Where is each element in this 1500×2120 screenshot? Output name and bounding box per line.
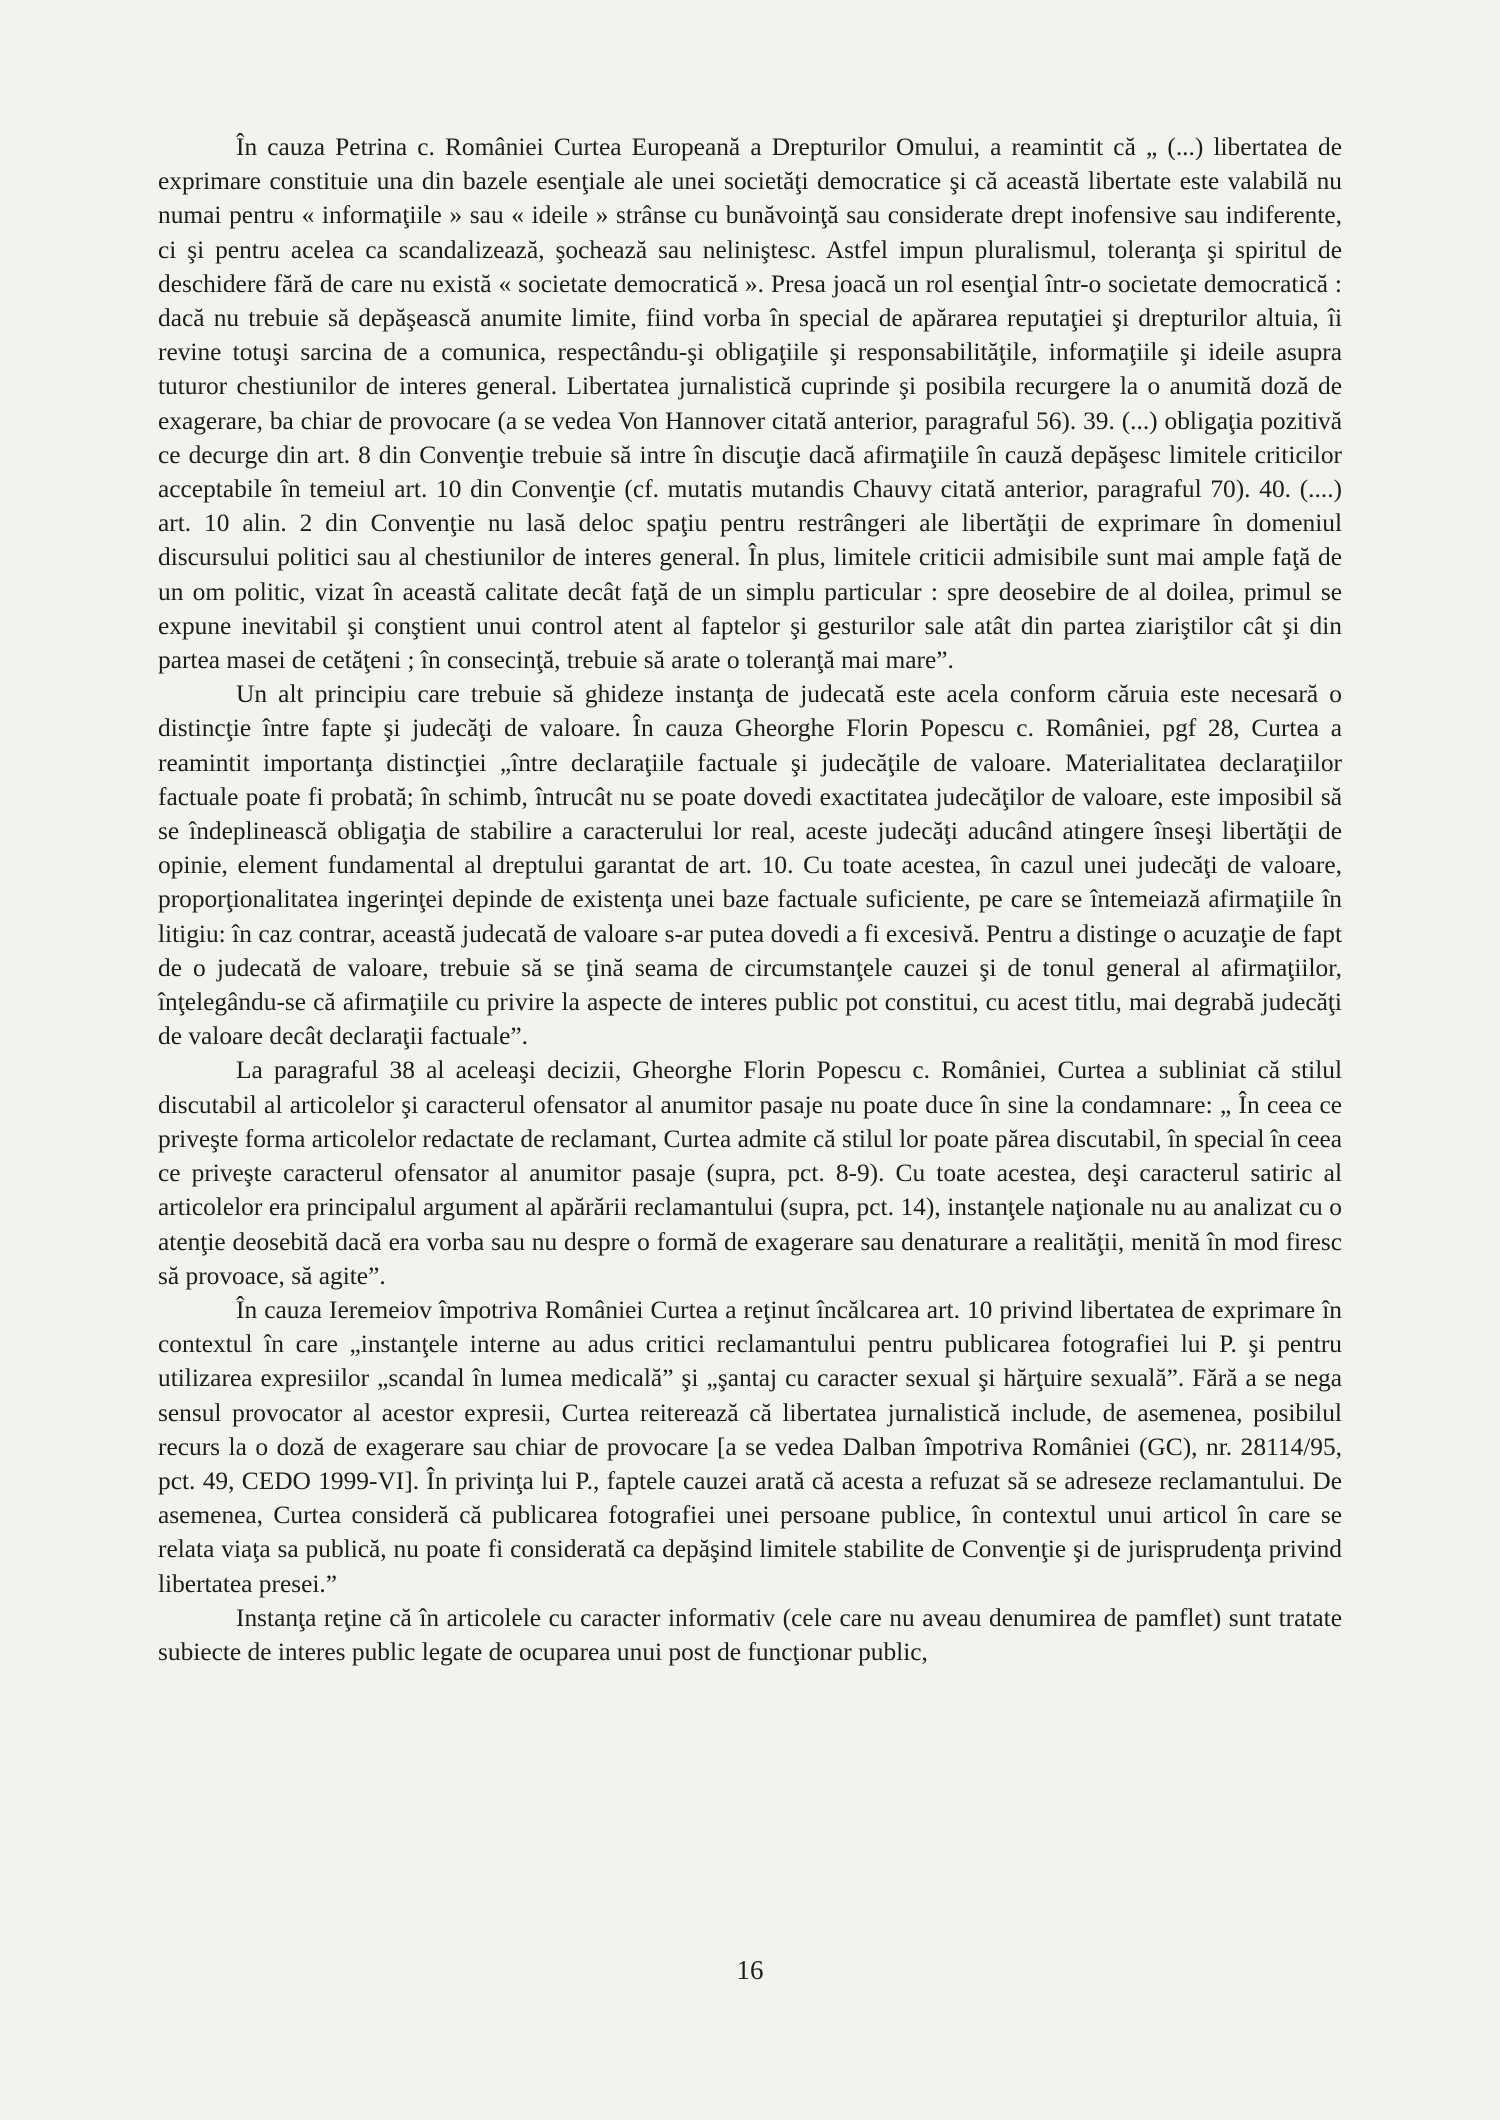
- paragraph-court-finding: Instanţa reţine că în articolele cu caracter informativ (cele care nu aveau denumirea de pamflet) sunt tratate subiecte de interes public legate de ocuparea unui post de funcţionar public,: [158, 1603, 1342, 1666]
- page-number: 16: [736, 1955, 764, 1985]
- paragraph-popescu-paragraph-38: La paragraful 38 al aceleaşi decizii, Gheorghe Florin Popescu c. României, Curtea a subliniat că stilul discutabil al articolelor şi caracterul ofensator al anumitor pasaje nu poate duce în sine la condamnare: „ În ceea ce priveşte forma articolelor redactate de reclamant, Curtea admite că stilul lor poate părea discutabil, în special în ceea ce priveşte caracterul ofensator al anumitor pasaje (supra, pct. 8-9). Cu toate acestea, deşi caracterul satiric al articolelor era principalul argument al apărării reclamantului (supra, pct. 14), instanţele naţionale nu au analizat cu o atenţie deosebită dacă era vorba sau nu despre o formă de exagerare sau denaturare a realităţii, menită în mod firesc să provoace, să agite”.: [158, 1056, 1342, 1290]
- paragraph-ieremeiov-case: În cauza Ieremeiov împotriva României Curtea a reţinut încălcarea art. 10 privind libertatea de exprimare în contextul în care „instanţele interne au adus critici reclamantului pentru publicarea fotografiei lui P. şi pentru utilizarea expresiilor „scandal în lumea medicală” şi „şantaj cu caracter sexual şi hărţuire sexuală”. Fără a se nega sensul provocator al acestor expresii, Curtea reiterează că libertatea jurnalistică include, de asemenea, posibilul recurs la o doză de exagerare sau chiar de provocare [a se vedea Dalban împotriva României (GC), nr. 28114/95, pct. 49, CEDO 1999-VI]. În privinţa lui P., faptele cauzei arată că acesta a refuzat să se adreseze reclamantului. De asemenea, Curtea consideră că publicarea fotografiei unei persoane publice, în contextul unui articol în care se relata viaţa sa publică, nu poate fi considerată ca depăşind limitele stabilite de Convenţie şi de jurisprudenţa privind libertatea presei.”: [158, 1295, 1342, 1598]
- paragraph-facts-vs-value-judgments: Un alt principiu care trebuie să ghideze instanţa de judecată este acela conform căruia este necesară o distincţie între fapte şi judecăţi de valoare. În cauza Gheorghe Florin Popescu c. României, pgf 28, Curtea a reamintit importanţa distincţiei „între declaraţiile factuale şi judecăţile de valoare. Materialitatea declaraţiilor factuale poate fi probată; în schimb, întrucât nu se poate dovedi exactitatea judecăţilor de valoare, este imposibil să se îndeplinească obligaţia de stabilire a caracterului lor real, aceste judecăţi aducând atingere înseşi libertăţii de opinie, element fundamental al dreptului garantat de art. 10. Cu toate acestea, în cazul unei judecăţi de valoare, proporţionalitatea ingerinţei depinde de existenţa unei baze factuale suficiente, pe care se întemeiază afirmaţiile în litigiu: în caz contrar, această judecată de valoare s-ar putea dovedi a fi excesivă. Pentru a distinge o acuzaţie de fapt de o judecată de valoare, trebuie să se ţină seama de circumstanţele cauzei şi de tonul general al afirmaţiilor, înţelegându-se că afirmaţiile cu privire la aspecte de interes public pot constitui, cu acest titlu, mai degrabă judecăţi de valoare decât declaraţii factuale”.: [158, 680, 1342, 1051]
- paragraph-petrina-case: În cauza Petrina c. României Curtea Europeană a Drepturilor Omului, a reamintit că „ (...) libertatea de exprimare constituie una din bazele esenţiale ale unei societăţi democratice şi că această libertate este valabilă nu numai pentru « informaţiile » sau « ideile » strânse cu bunăvoinţă sau considerate drept inofensive sau indiferente, ci şi pentru acelea ca scandalizează, şochează sau neliniştesc. Astfel impun pluralismul, toleranţa şi spiritul de deschidere fără de care nu există « societate democratică ». Presa joacă un rol esenţial într-o societate democratică : dacă nu trebuie să depăşească anumite limite, fiind vorba în special de apărarea reputaţiei şi drepturilor altuia, îi revine totuşi sarcina de a comunica, respectându-şi obligaţiile şi responsabilităţile, informaţiile şi ideile asupra tuturor chestiunilor de interes general. Libertatea jurnalistică cuprinde şi posibila recurgere la o anumită doză de exagerare, ba chiar de provocare (a se vedea Von Hannover citată anterior, paragraful 56). 39. (...) obligaţia pozitivă ce decurge din art. 8 din Convenţie trebuie să intre în discuţie dacă afirmaţiile în cauză depăşesc limitele criticilor acceptabile în temeiul art. 10 din Convenţie (cf. mutatis mutandis Chauvy citată anterior, paragraful 70). 40. (....) art. 10 alin. 2 din Convenţie nu lasă deloc spaţiu pentru restrângeri ale libertăţii de exprimare în domeniul discursului politici sau al chestiunilor de interes general. În plus, limitele criticii admisibile sunt mai ample faţă de un om politic, vizat în această calitate decât faţă de un simplu particular : spre deosebire de al doilea, primul se expune inevitabil şi conştient unui control atent al faptelor şi gesturilor sale atât din partea ziariştilor cât şi din partea masei de cetăţeni ; în consecinţă, trebuie să arate o toleranţă mai mare”.: [158, 133, 1342, 675]
- document-body: [158, 130, 1342, 1669]
